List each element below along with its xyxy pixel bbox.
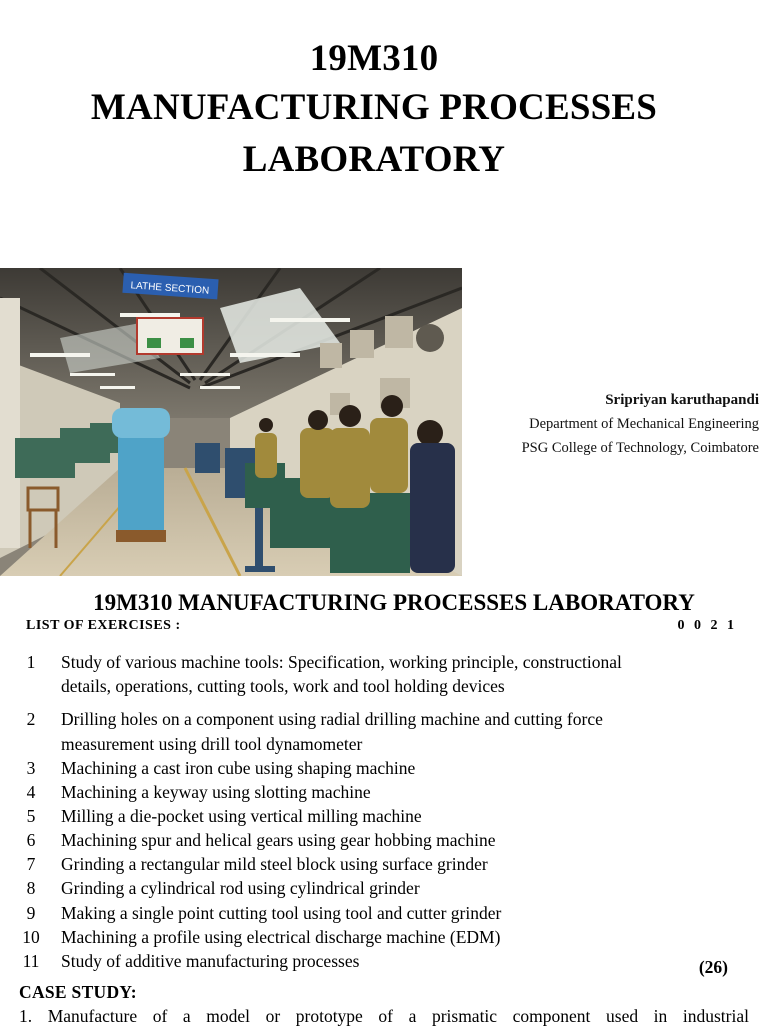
exercise-number: 5 [26, 806, 36, 826]
exercise-text: Grinding a cylindrical rod using cylindrical grinder [61, 878, 420, 898]
exercise-text: details, operations, cutting tools, work and tool holding devices [61, 676, 505, 696]
page-title-line-2: MANUFACTURING PROCESSES [90, 87, 658, 128]
exercise-text: Machining a cast iron cube using shaping machine [61, 758, 416, 778]
exercise-number: 7 [26, 854, 36, 874]
author-department: Department of Mechanical Engineering [529, 416, 759, 432]
exercise-text: Study of additive manufacturing processes [61, 951, 360, 971]
exercise-text: Making a single point cutting tool using tool and cutter grinder [61, 903, 502, 923]
author-name: Sripriyan karuthapandi [605, 392, 759, 408]
lathe-section-sign: LATHE SECTION [130, 280, 210, 297]
exercise-number: 6 [26, 830, 36, 850]
exercise-number: 11 [22, 951, 40, 971]
lab-photo [0, 268, 462, 576]
exercise-number: 10 [22, 927, 40, 947]
exercise-number: 9 [26, 903, 36, 923]
exercise-number: 2 [26, 709, 36, 729]
author-college: PSG College of Technology, Coimbatore [521, 440, 759, 456]
syllabus-heading: 19M310 MANUFACTURING PROCESSES LABORATORY [93, 590, 695, 615]
exercise-text: measurement using drill tool dynamometer [61, 734, 363, 754]
exercise-text: Study of various machine tools: Specification, working principle, constructional [61, 652, 622, 672]
exercise-text: Milling a die-pocket using vertical milling machine [61, 806, 422, 826]
exercise-hours: (26) [698, 957, 728, 977]
exercise-number: 3 [26, 758, 36, 778]
exercise-number: 4 [26, 782, 36, 802]
case-study-item: 1. Manufacture of a model or prototype of a prismatic component used in industrial [19, 1006, 749, 1026]
exercise-text: Drilling holes on a component using radial drilling machine and cutting force [61, 709, 603, 729]
page-title-code: 19M310 [309, 38, 439, 79]
exercise-number: 1 [26, 652, 36, 672]
case-study-heading: CASE STUDY: [19, 982, 137, 1002]
exercise-text: Machining a keyway using slotting machine [61, 782, 371, 802]
exercise-text: Machining a profile using electrical discharge machine (EDM) [61, 927, 501, 947]
course-credits: 0 0 2 1 [677, 618, 737, 633]
exercise-text: Machining spur and helical gears using gear hobbing machine [61, 830, 496, 850]
list-of-exercises-label: LIST OF EXERCISES : [26, 618, 181, 633]
exercise-number: 8 [26, 878, 36, 898]
exercise-text: Grinding a rectangular mild steel block using surface grinder [61, 854, 488, 874]
page-title-line-3: LABORATORY [242, 139, 506, 180]
